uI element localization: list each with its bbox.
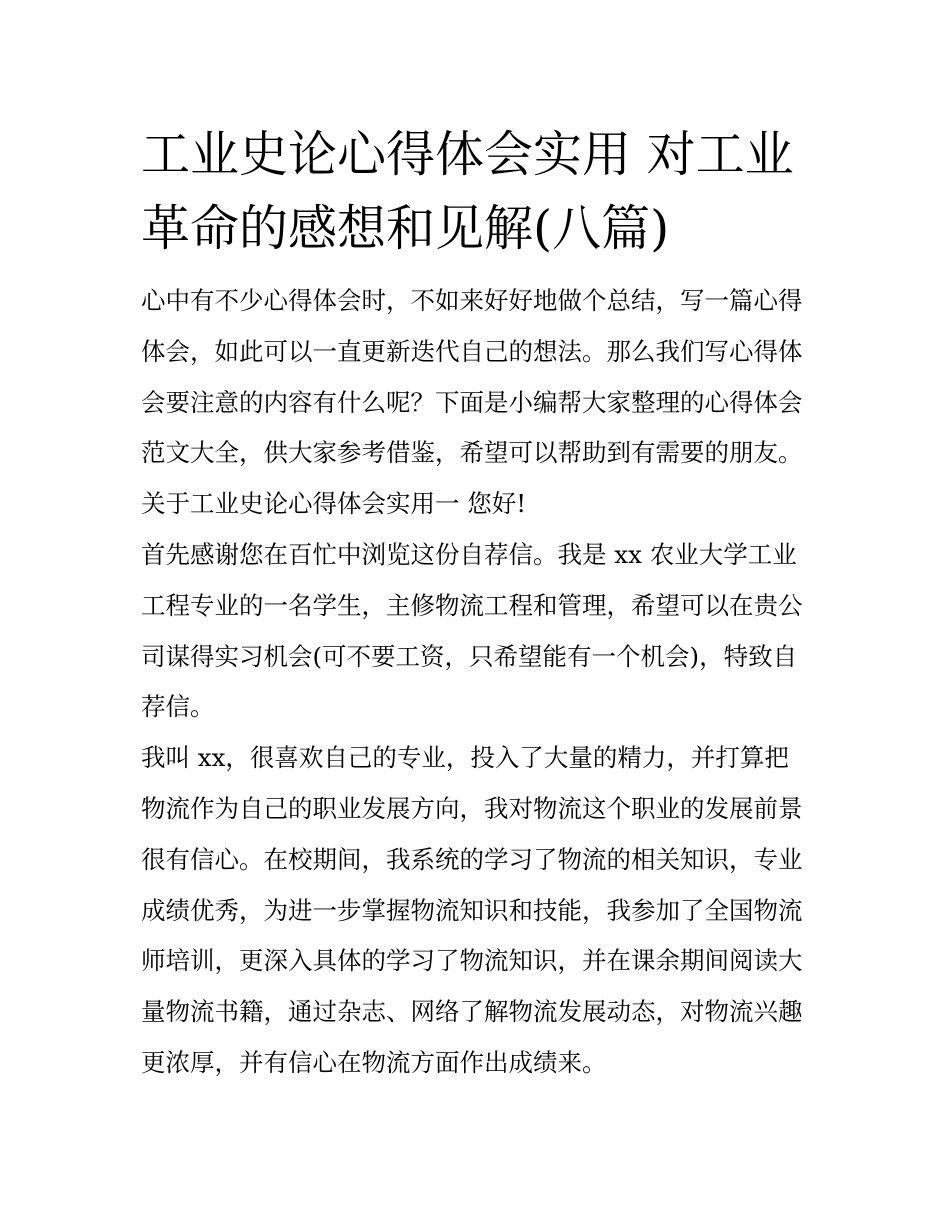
text-line: 会要注意的内容有什么呢？下面是小编帮大家整理的心得体会 [141, 387, 803, 417]
intro-paragraph [141, 276, 821, 479]
text-line: 很有信心。在校期间，我系统的学习了物流的相关知识，专业 [141, 844, 803, 874]
title-line: 革命的感想和见解(八篇) [141, 200, 670, 257]
title-line: 工业史论心得体会实用 对工业 [141, 126, 794, 183]
letter-paragraph [141, 530, 821, 733]
text-line: 体会，如此可以一直更新迭代自己的想法。那么我们写心得体 [141, 336, 803, 366]
document-body [141, 276, 821, 1089]
text-line: 量物流书籍，通过杂志、网络了解物流发展动态，对物流兴趣 [141, 997, 803, 1027]
text-line: 范文大全，供大家参考借鉴，希望可以帮助到有需要的朋友。 [141, 438, 803, 468]
text-line: 荐信。 [141, 692, 215, 722]
letter-paragraph [141, 733, 821, 1089]
text-line: 关于工业史论心得体会实用一 您好! [141, 489, 527, 519]
text-line: 师培训，更深入具体的学习了物流知识，并在课余期间阅读大 [141, 946, 803, 976]
text-line: 工程专业的一名学生，主修物流工程和管理，希望可以在贵公 [141, 590, 803, 620]
text-line: 首先感谢您在百忙中浏览这份自荐信。我是 xx 农业大学工业 [141, 539, 797, 569]
text-line: 更浓厚，并有信心在物流方面作出成绩来。 [141, 1047, 607, 1077]
text-line: 我叫 xx，很喜欢自己的专业，投入了大量的精力，并打算把 [141, 743, 789, 773]
text-line: 成绩优秀，为进一步掌握物流知识和技能，我参加了全国物流 [141, 895, 803, 925]
text-line: 心中有不少心得体会时，不如来好好地做个总结，写一篇心得 [141, 286, 803, 315]
text-line: 司谋得实习机会(可不要工资，只希望能有一个机会)，特致自 [141, 641, 798, 671]
section-heading-paragraph [141, 479, 821, 530]
document-title [141, 118, 821, 266]
text-line: 物流作为自己的职业发展方向，我对物流这个职业的发展前景 [141, 793, 803, 823]
